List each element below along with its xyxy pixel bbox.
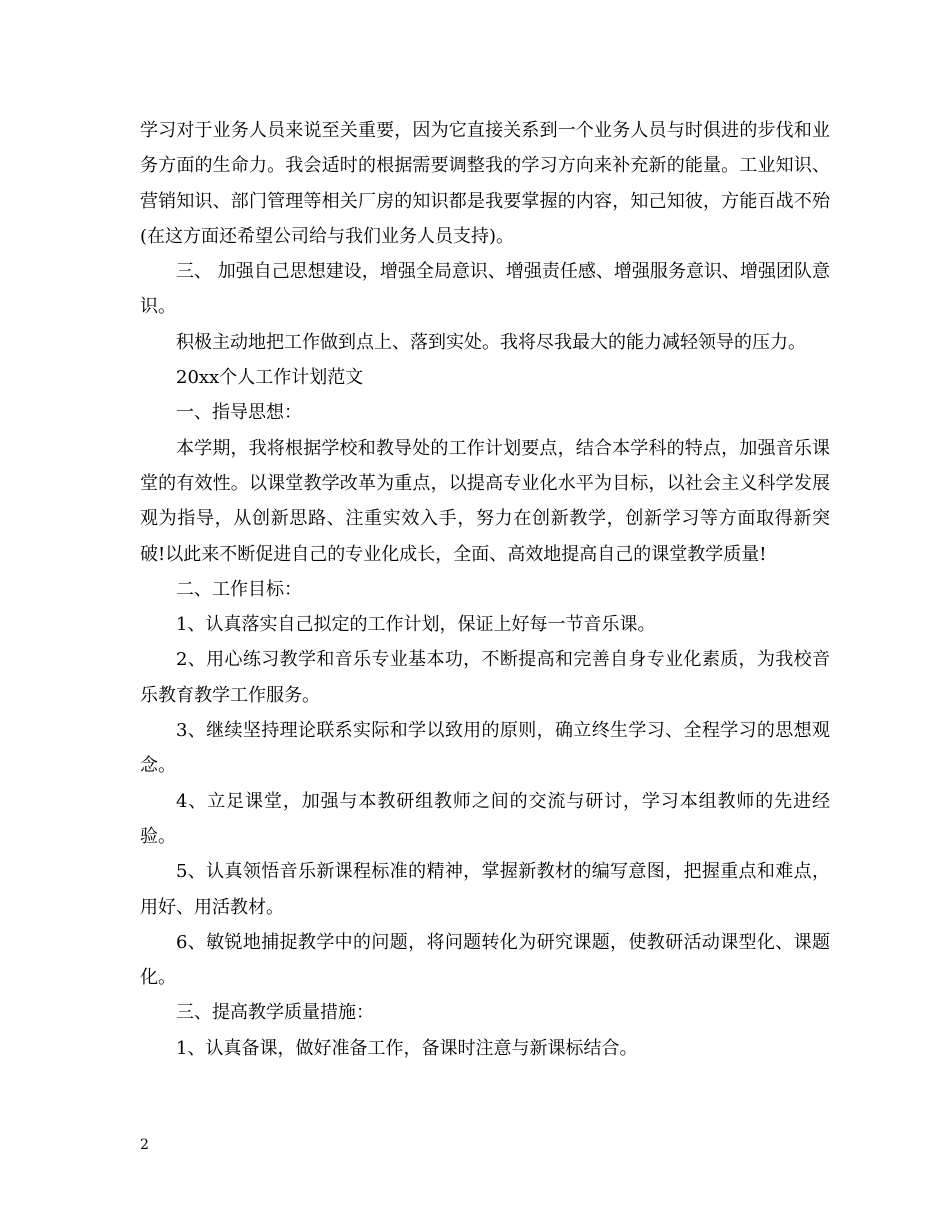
list-item: 1、认真落实自己拟定的工作计划，保证上好每一节音乐课。 [176,614,656,636]
list-item: 2、用心练习教学和音乐专业基本功，不断提高和完善自身专业化素质，为我校音乐教育教学工作服务。 [140,649,830,706]
list-item: 3、继续坚持理论联系实际和学以致用的原则，确立终生学习、全程学习的思想观念。 [140,720,830,777]
list-item: 4、立足课堂，加强与本教研组教师之间的交流与研讨，学习本组教师的先进经验。 [140,790,830,847]
paragraph: 本学期，我将根据学校和教导处的工作计划要点，结合本学科的特点，加强音乐课堂的有效性。以课堂教学改革为重点，以提高专业化水平为目标，以社会主义科学发展观为指导，从创新思路、注重实效入手，努力在创新教学，创新学习等方面取得新突破!以此来不断促进自己的专业化成长，全面、高效地提高自己的课堂教学质量! [140,437,830,565]
document-body [140,113,830,1066]
section-heading: 一、指导思想： [176,402,302,424]
list-item: 5、认真领悟音乐新课程标准的精神，掌握新教材的编写意图，把握重点和难点，用好、用活教材。 [140,861,830,918]
section-heading: 三、 加强自己思想建设，增强全局意识、增强责任感、增强服务意识、增强团队意识。 [140,261,830,318]
paragraph: 学习对于业务人员来说至关重要，因为它直接关系到一个业务人员与时俱进的步伐和业务方面的生命力。我会适时的根据需要调整我的学习方向来补充新的能量。工业知识、营销知识、部门管理等相关厂房的知识都是我要掌握的内容，知己知彼，方能百战不殆(在这方面还希望公司给与我们业务人员支持)。 [140,120,830,247]
page-number: 2 [140,1137,149,1153]
section-heading: 三、提高教学质量措施： [176,1002,374,1024]
list-item: 1、认真备课，做好准备工作，备课时注意与新课标结合。 [176,1037,638,1059]
section-heading: 二、工作目标： [176,578,302,600]
paragraph: 积极主动地把工作做到点上、落到实处。我将尽我最大的能力减轻领导的压力。 [176,331,806,353]
list-item: 6、敏锐地捕捉教学中的问题，将问题转化为研究课题，使教研活动课型化、课题化。 [140,931,830,989]
document-title: 20xx个人工作计划范文 [176,367,364,389]
